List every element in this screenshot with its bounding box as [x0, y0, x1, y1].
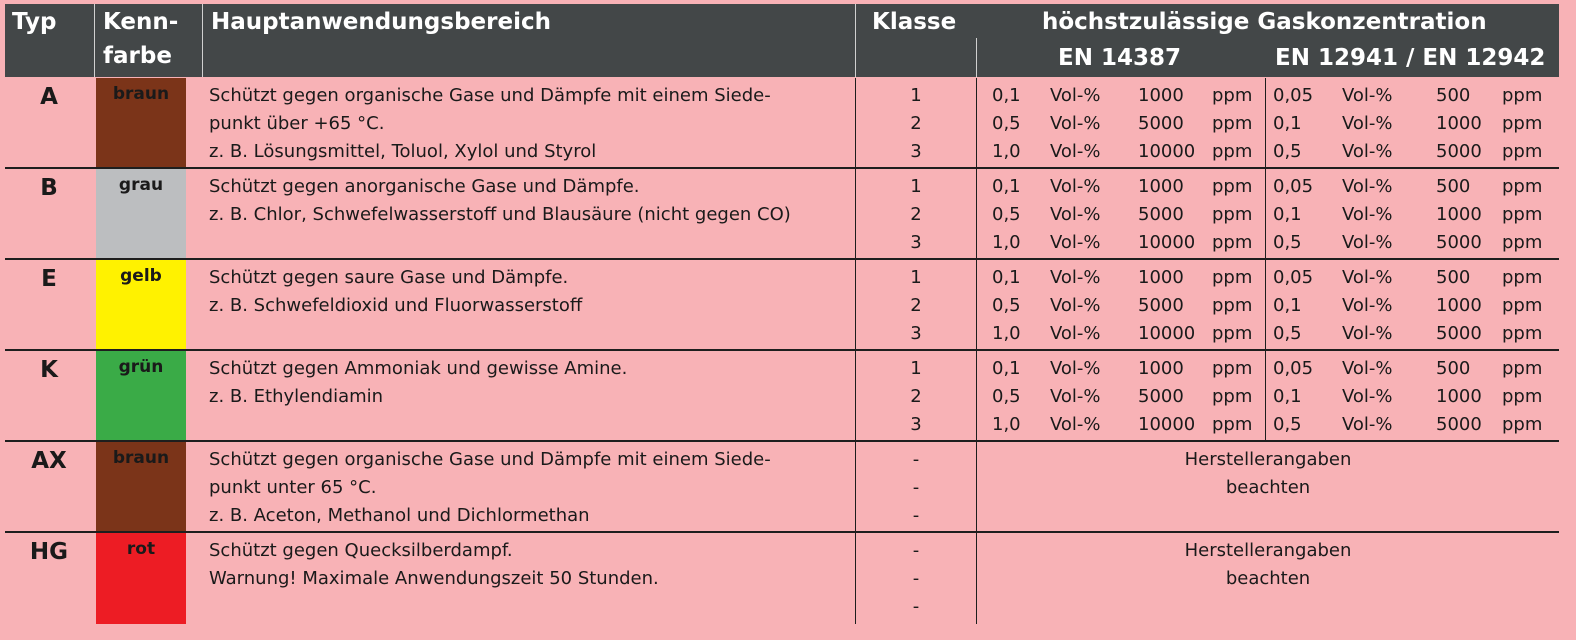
manufacturer-note: Herstellerangaben [1184, 449, 1352, 470]
en14387-value: 5000 [1138, 295, 1184, 316]
header-hauptanwendungsbereich: Hauptanwendungsbereich [211, 9, 551, 35]
en14387-value: Vol-% [1050, 141, 1101, 162]
description-line: z. B. Aceton, Methanol und Dichlormethan [209, 505, 590, 526]
column-divider [976, 78, 977, 624]
description-line: Schützt gegen anorganische Gase und Dämpfe. [209, 176, 640, 197]
en12941-value: 0,1 [1273, 204, 1302, 225]
description-line: z. B. Ethylendiamin [209, 386, 384, 407]
en12941-value: ppm [1502, 414, 1543, 435]
en12941-value: 0,1 [1273, 386, 1302, 407]
color-label: grün [118, 357, 164, 377]
en12941-value: 500 [1436, 85, 1471, 106]
en12941-value: 500 [1436, 267, 1471, 288]
en14387-value: ppm [1212, 176, 1253, 197]
en12941-value: 5000 [1436, 414, 1482, 435]
standard-divider [1265, 78, 1266, 167]
en14387-value: Vol-% [1050, 176, 1101, 197]
en12941-value: ppm [1502, 141, 1543, 162]
header-gaskonzentration: höchstzulässige Gaskonzentration [1042, 9, 1487, 35]
en12941-value: 0,1 [1273, 295, 1302, 316]
en14387-value: Vol-% [1050, 358, 1101, 379]
en12941-value: ppm [1502, 113, 1543, 134]
en12941-value: Vol-% [1342, 141, 1393, 162]
standard-divider [1265, 260, 1266, 349]
manufacturer-note: Herstellerangaben [1184, 540, 1352, 561]
color-label: grau [118, 175, 164, 195]
row-separator [5, 531, 1559, 533]
en14387-value: 5000 [1138, 386, 1184, 407]
type-label: A [40, 84, 58, 110]
en14387-value: 1000 [1138, 85, 1184, 106]
en12941-value: Vol-% [1342, 267, 1393, 288]
type-label: HG [29, 539, 69, 565]
en12941-value: 0,05 [1273, 267, 1314, 288]
en12941-value: Vol-% [1342, 232, 1393, 253]
class-value: 1 [910, 85, 922, 106]
header-kennfarbe-line1: Kenn- [103, 9, 179, 35]
row-separator [5, 258, 1559, 260]
header-divider [202, 4, 203, 77]
en12941-value: 500 [1436, 176, 1471, 197]
class-value: 3 [910, 414, 922, 435]
en12941-value: 1000 [1436, 295, 1482, 316]
en12941-value: Vol-% [1342, 386, 1393, 407]
en12941-value: 1000 [1436, 113, 1482, 134]
en12941-value: 1000 [1436, 204, 1482, 225]
en14387-value: ppm [1212, 386, 1253, 407]
description-line: Warnung! Maximale Anwendungszeit 50 Stunden. [209, 568, 659, 589]
color-label: gelb [120, 266, 162, 286]
en14387-value: Vol-% [1050, 204, 1101, 225]
en14387-value: 0,5 [992, 295, 1021, 316]
en12941-value: 0,5 [1273, 414, 1302, 435]
en14387-value: ppm [1212, 232, 1253, 253]
class-value: 3 [910, 141, 922, 162]
en14387-value: ppm [1212, 267, 1253, 288]
column-divider [855, 78, 856, 624]
header-divider [94, 4, 95, 77]
standard-divider [1265, 169, 1266, 258]
en14387-value: 0,5 [992, 204, 1021, 225]
en14387-value: ppm [1212, 358, 1253, 379]
class-value: - [912, 596, 920, 617]
en12941-value: 5000 [1436, 232, 1482, 253]
description-line: Schützt gegen Quecksilberdampf. [209, 540, 513, 561]
en14387-value: 1,0 [992, 323, 1021, 344]
class-value: - [912, 568, 920, 589]
en14387-value: Vol-% [1050, 232, 1101, 253]
class-value: - [912, 449, 920, 470]
class-value: 2 [910, 295, 922, 316]
en14387-value: ppm [1212, 295, 1253, 316]
manufacturer-note: beachten [1225, 477, 1311, 498]
en12941-value: 0,5 [1273, 232, 1302, 253]
en12941-value: Vol-% [1342, 358, 1393, 379]
en14387-value: 1,0 [992, 232, 1021, 253]
en14387-value: Vol-% [1050, 295, 1101, 316]
en12941-value: Vol-% [1342, 295, 1393, 316]
en12941-value: ppm [1502, 386, 1543, 407]
en12941-value: ppm [1502, 232, 1543, 253]
description-line: Schützt gegen organische Gase und Dämpfe mit einem Siede- [209, 85, 771, 106]
en14387-value: 1,0 [992, 141, 1021, 162]
en14387-value: 1000 [1138, 267, 1184, 288]
en12941-value: Vol-% [1342, 414, 1393, 435]
en12941-value: Vol-% [1342, 176, 1393, 197]
description-line: z. B. Chlor, Schwefelwasserstoff und Blausäure (nicht gegen CO) [209, 204, 791, 225]
en12941-value: 0,1 [1273, 113, 1302, 134]
class-value: 1 [910, 267, 922, 288]
en14387-value: 10000 [1138, 323, 1196, 344]
en12941-value: 1000 [1436, 386, 1482, 407]
class-value: 3 [910, 323, 922, 344]
description-line: Schützt gegen Ammoniak und gewisse Amine. [209, 358, 628, 379]
en12941-value: Vol-% [1342, 113, 1393, 134]
en14387-value: 0,5 [992, 386, 1021, 407]
en12941-value: Vol-% [1342, 204, 1393, 225]
en12941-value: ppm [1502, 176, 1543, 197]
en14387-value: ppm [1212, 113, 1253, 134]
en12941-value: 0,05 [1273, 358, 1314, 379]
type-label: E [41, 266, 57, 292]
class-value: - [912, 477, 920, 498]
header-divider [976, 38, 977, 77]
color-label: rot [126, 539, 156, 559]
en12941-value: ppm [1502, 358, 1543, 379]
header-divider [855, 4, 856, 77]
en14387-value: 10000 [1138, 141, 1196, 162]
standard-divider [1265, 351, 1266, 440]
en12941-value: ppm [1502, 267, 1543, 288]
description-line: Schützt gegen saure Gase und Dämpfe. [209, 267, 569, 288]
type-label: AX [31, 448, 67, 474]
class-value: 1 [910, 358, 922, 379]
description-line: punkt unter 65 °C. [209, 477, 377, 498]
en12941-value: Vol-% [1342, 85, 1393, 106]
en12941-value: 0,5 [1273, 323, 1302, 344]
description-line: Schützt gegen organische Gase und Dämpfe mit einem Siede- [209, 449, 771, 470]
type-label: K [40, 357, 58, 383]
en12941-value: ppm [1502, 85, 1543, 106]
en14387-value: ppm [1212, 204, 1253, 225]
en14387-value: 10000 [1138, 414, 1196, 435]
en12941-value: ppm [1502, 204, 1543, 225]
en12941-value: 500 [1436, 358, 1471, 379]
en14387-value: ppm [1212, 414, 1253, 435]
header-kennfarbe-line2: farbe [103, 43, 172, 69]
en12941-value: 0,5 [1273, 141, 1302, 162]
header-en14387: EN 14387 [1058, 45, 1181, 71]
en14387-value: 1000 [1138, 358, 1184, 379]
class-value: 2 [910, 113, 922, 134]
en14387-value: Vol-% [1050, 323, 1101, 344]
en14387-value: 0,1 [992, 358, 1021, 379]
en14387-value: 10000 [1138, 232, 1196, 253]
row-separator [5, 440, 1559, 442]
en14387-value: 0,1 [992, 267, 1021, 288]
en12941-value: 5000 [1436, 323, 1482, 344]
class-value: 2 [910, 386, 922, 407]
description-line: punkt über +65 °C. [209, 113, 385, 134]
en12941-value: ppm [1502, 295, 1543, 316]
en12941-value: Vol-% [1342, 323, 1393, 344]
en14387-value: ppm [1212, 85, 1253, 106]
class-value: - [912, 505, 920, 526]
color-label: braun [112, 84, 170, 104]
class-value: 2 [910, 204, 922, 225]
description-line: z. B. Lösungsmittel, Toluol, Xylol und Styrol [209, 141, 597, 162]
en14387-value: 0,5 [992, 113, 1021, 134]
en14387-value: Vol-% [1050, 85, 1101, 106]
class-value: 3 [910, 232, 922, 253]
manufacturer-note: beachten [1225, 568, 1311, 589]
en14387-value: 0,1 [992, 85, 1021, 106]
en14387-value: 5000 [1138, 113, 1184, 134]
header-en12941-en12942: EN 12941 / EN 12942 [1275, 45, 1546, 71]
en14387-value: 1000 [1138, 176, 1184, 197]
type-label: B [40, 175, 58, 201]
en14387-value: ppm [1212, 323, 1253, 344]
header-typ: Typ [12, 9, 57, 35]
header-klasse: Klasse [872, 9, 957, 35]
en14387-value: ppm [1212, 141, 1253, 162]
en12941-value: 0,05 [1273, 85, 1314, 106]
en14387-value: 5000 [1138, 204, 1184, 225]
row-separator [5, 349, 1559, 351]
en12941-value: 5000 [1436, 141, 1482, 162]
en14387-value: Vol-% [1050, 414, 1101, 435]
en14387-value: Vol-% [1050, 267, 1101, 288]
en12941-value: 0,05 [1273, 176, 1314, 197]
color-label: braun [112, 448, 170, 468]
class-value: - [912, 540, 920, 561]
en14387-value: 1,0 [992, 414, 1021, 435]
class-value: 1 [910, 176, 922, 197]
en14387-value: Vol-% [1050, 113, 1101, 134]
description-line: z. B. Schwefeldioxid und Fluorwasserstoff [209, 295, 583, 316]
en14387-value: Vol-% [1050, 386, 1101, 407]
en14387-value: 0,1 [992, 176, 1021, 197]
en12941-value: ppm [1502, 323, 1543, 344]
row-separator [5, 167, 1559, 169]
